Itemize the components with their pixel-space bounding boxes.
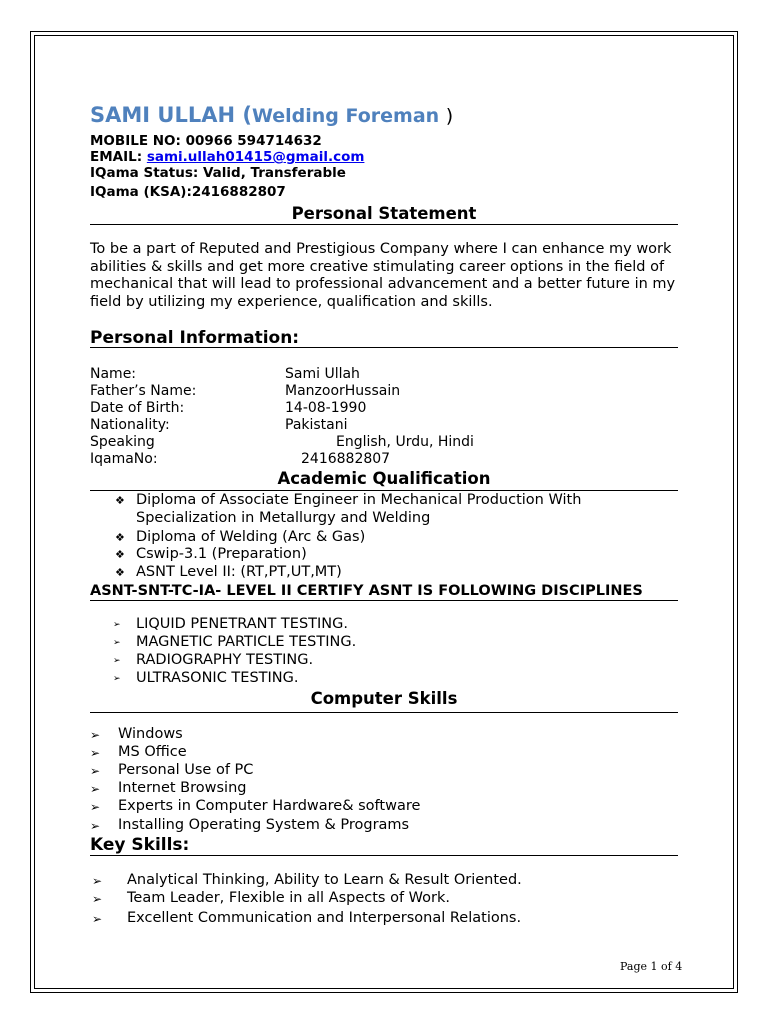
email-label: EMAIL:: [90, 149, 147, 165]
computer-skill-item: Experts in Computer Hardware& software: [118, 798, 421, 814]
mobile-number: MOBILE NO: 00966 594714632: [90, 133, 322, 149]
email-line: [90, 149, 364, 165]
arrow-bullet-icon: ➢: [90, 764, 101, 778]
asnt-item: RADIOGRAPHY TESTING.: [136, 652, 314, 668]
key-skill-item: Excellent Communication and Interpersonal Relations.: [127, 910, 522, 926]
key-skills-heading: Key Skills:: [90, 835, 190, 855]
diamond-bullet-icon: ❖: [115, 494, 125, 507]
academic-item: Cswip-3.1 (Preparation): [136, 546, 307, 562]
arrow-bullet-icon: ➢: [90, 819, 101, 833]
academic-heading: Academic Qualification: [277, 469, 491, 488]
diamond-bullet-icon: ❖: [115, 531, 125, 544]
computer-skill-item: Internet Browsing: [118, 780, 247, 796]
arrow-bullet-icon: ➢: [113, 620, 121, 630]
academic-item-continued: Specialization in Metallurgy and Welding: [136, 510, 431, 526]
divider: [90, 347, 678, 348]
divider: [90, 600, 678, 601]
info-label-nationality: Nationality:: [90, 417, 170, 433]
info-value-father: ManzoorHussain: [285, 383, 401, 399]
info-value-name: Sami Ullah: [285, 366, 360, 382]
computer-skill-item: MS Office: [118, 744, 187, 760]
iqama-ksa: IQama (KSA):2416882807: [90, 184, 286, 200]
computer-skill-item: Windows: [118, 726, 183, 742]
computer-skill-item: Personal Use of PC: [118, 762, 254, 778]
arrow-bullet-icon: ➢: [92, 912, 103, 926]
divider: [90, 855, 678, 856]
info-value-iqama: 2416882807: [301, 451, 391, 467]
arrow-bullet-icon: ➢: [90, 782, 101, 796]
academic-item: Diploma of Associate Engineer in Mechanical Production With: [136, 492, 582, 508]
info-value-speaking: English, Urdu, Hindi: [336, 434, 474, 450]
divider: [90, 490, 678, 491]
open-paren: (: [242, 103, 252, 127]
academic-item: Diploma of Welding (Arc & Gas): [136, 529, 366, 545]
personal-info-heading: Personal Information:: [90, 328, 300, 348]
candidate-role: Welding Foreman: [251, 105, 446, 127]
close-paren: ): [445, 105, 454, 127]
arrow-bullet-icon: ➢: [113, 638, 121, 648]
arrow-bullet-icon: ➢: [90, 746, 101, 760]
personal-statement-text: To be a part of Reputed and Prestigious Company where I can enhance my work abilities & skills and get more creative stimulating career options in the field of mechanical that will lead to professional advancement and a better future in my field by utilizing my experience, qualification and skills.: [90, 241, 676, 310]
info-label-dob: Date of Birth:: [90, 400, 185, 416]
key-skill-item: Analytical Thinking, Ability to Learn & Result Oriented.: [127, 872, 522, 888]
asnt-heading: ASNT-SNT-TC-IA- LEVEL II CERTIFY ASNT IS FOLLOWING DISCIPLINES: [90, 583, 643, 599]
email-link[interactable]: sami.ullah01415@gmail.com: [146, 149, 365, 165]
arrow-bullet-icon: ➢: [113, 656, 121, 666]
personal-statement-heading: Personal Statement: [291, 204, 477, 223]
candidate-name-line: [90, 103, 453, 127]
info-label-name: Name:: [90, 366, 137, 382]
page-number: Page 1 of 4: [620, 960, 683, 973]
divider: [90, 712, 678, 713]
divider: [90, 224, 678, 225]
info-value-nationality: Pakistani: [285, 417, 348, 433]
academic-item: ASNT Level II: (RT,PT,UT,MT): [136, 564, 342, 580]
arrow-bullet-icon: ➢: [90, 728, 101, 742]
asnt-item: ULTRASONIC TESTING.: [136, 670, 299, 686]
key-skill-item: Team Leader, Flexible in all Aspects of Work.: [127, 890, 450, 906]
diamond-bullet-icon: ❖: [115, 548, 125, 561]
computer-skills-heading: Computer Skills: [310, 689, 458, 708]
arrow-bullet-icon: ➢: [92, 874, 103, 888]
info-label-speaking: Speaking: [90, 434, 155, 450]
arrow-bullet-icon: ➢: [92, 892, 103, 906]
asnt-item: MAGNETIC PARTICLE TESTING.: [136, 634, 357, 650]
arrow-bullet-icon: ➢: [113, 674, 121, 684]
computer-skill-item: Installing Operating System & Programs: [118, 817, 410, 833]
info-label-father: Father’s Name:: [90, 383, 197, 399]
info-label-iqama: IqamaNo:: [90, 451, 158, 467]
diamond-bullet-icon: ❖: [115, 566, 125, 579]
candidate-name: SAMI ULLAH: [90, 103, 243, 127]
arrow-bullet-icon: ➢: [90, 800, 101, 814]
iqama-status: IQama Status: Valid, Transferable: [90, 165, 346, 181]
info-value-dob: 14-08-1990: [285, 400, 367, 416]
asnt-item: LIQUID PENETRANT TESTING.: [136, 616, 348, 632]
